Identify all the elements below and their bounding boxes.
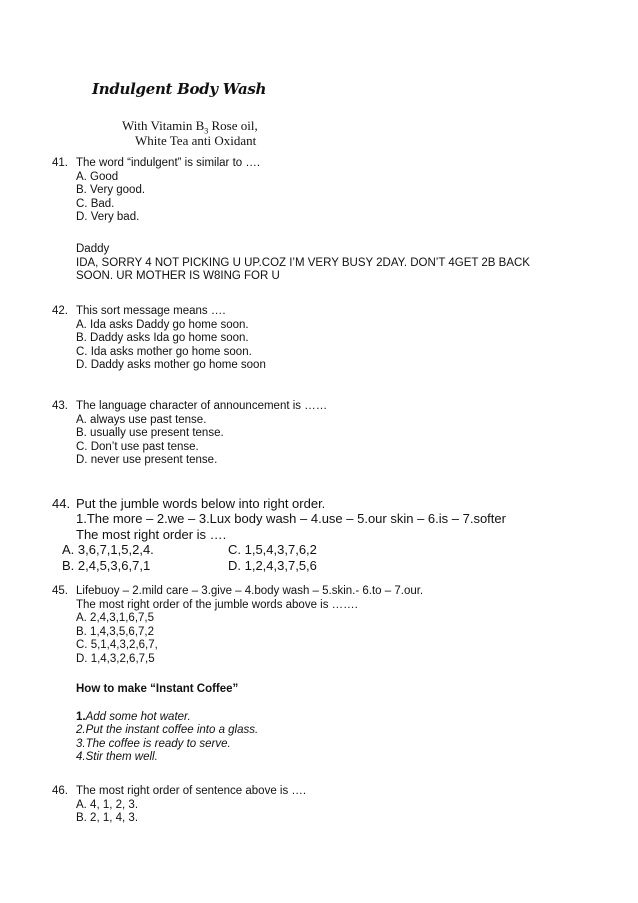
ingredients-vitamin: With Vitamin B xyxy=(122,118,205,133)
question-text: The word “indulgent” is similar to …. xyxy=(76,157,261,169)
option: D. 1,4,3,2,6,7,5 xyxy=(76,652,155,665)
step-number: 1. xyxy=(76,710,86,723)
option: B. 1,4,3,5,6,7,2 xyxy=(76,625,155,638)
option: B. 2,4,5,3,6,7,1 xyxy=(62,557,151,573)
option: A. always use past tense. xyxy=(76,413,207,426)
option: C. 1,5,4,3,7,6,2 xyxy=(228,542,317,558)
recipe-step-4: 4.Stir them well. xyxy=(76,751,158,764)
question-text: Put the jumble words below into right order. xyxy=(76,496,326,511)
option: D. never use present tense. xyxy=(76,454,218,467)
question-text: This sort message means …. xyxy=(76,305,226,317)
question-number: 45. xyxy=(52,585,68,597)
option: D. Very bad. xyxy=(76,211,140,224)
question-number: 41. xyxy=(52,157,68,169)
question-46 xyxy=(52,785,592,826)
sms-line-1: IDA, SORRY 4 NOT PICKING U UP.COZ I’M VERY BUSY 2DAY. DON’T 4GET 2B BACK xyxy=(76,256,530,269)
question-number: 44. xyxy=(52,496,71,511)
product-ingredients-line-2: White Tea anti Oxidant xyxy=(135,133,257,148)
sms-line-2: SOON. UR MOTHER IS W8ING FOR U xyxy=(76,270,280,283)
question-text: The most right order of sentence above is …. xyxy=(76,785,307,797)
question-41 xyxy=(52,157,592,225)
question-43 xyxy=(52,400,592,468)
recipe-block xyxy=(52,683,592,765)
recipe-step-1 xyxy=(52,711,592,725)
product-title: Indulgent Body Wash xyxy=(92,80,267,98)
recipe-title: How to make “Instant Coffee” xyxy=(76,683,239,695)
jumble-words: 1.The more – 2.we – 3.Lux body wash – 4.use – 5.our skin – 6.is – 7.softer xyxy=(76,511,506,527)
ingredients-rose-oil: Rose oil, xyxy=(208,118,258,133)
option: B. 2, 1, 4, 3. xyxy=(76,812,139,825)
question-text: Lifebuoy – 2.mild care – 3.give – 4.body wash – 5.skin.- 6.to – 7.our. xyxy=(76,585,424,597)
option: C. Bad. xyxy=(76,197,115,210)
sms-message xyxy=(52,243,592,284)
option: A. 3,6,7,1,5,2,4. xyxy=(62,542,154,558)
question-text: The language character of announcement is …… xyxy=(76,400,328,412)
option: A. Ida asks Daddy go home soon. xyxy=(76,318,249,331)
question-number: 43. xyxy=(52,400,68,412)
recipe-step-2: 2.Put the instant coffee into a glass. xyxy=(76,724,259,737)
option: C. Don’t use past tense. xyxy=(76,440,199,453)
ingredients-vitamin-sub: 3 xyxy=(204,126,209,136)
option: A. 2,4,3,1,6,7,5 xyxy=(76,612,155,625)
option: B. Daddy asks Ida go home soon. xyxy=(76,332,249,345)
option: A. Good xyxy=(76,170,119,183)
question-42 xyxy=(52,305,592,373)
option: D. 1,2,4,3,7,5,6 xyxy=(228,557,317,573)
step-text: Add some hot water. xyxy=(85,710,191,723)
question-44 xyxy=(52,496,592,573)
question-prompt: The most right order of the jumble words above is ……. xyxy=(76,598,358,611)
sms-sender: Daddy xyxy=(76,243,110,255)
option: C. 5,1,4,3,2,6,7, xyxy=(76,639,158,652)
recipe-step-3: 3.The coffee is ready to serve. xyxy=(76,737,231,750)
option: A. 4, 1, 2, 3. xyxy=(76,798,139,811)
option: B. usually use present tense. xyxy=(76,427,224,440)
options-row-1 xyxy=(52,542,592,557)
question-45 xyxy=(52,585,592,667)
question-prompt: The most right order is …. xyxy=(76,526,227,542)
question-number: 46. xyxy=(52,785,68,797)
question-number: 42. xyxy=(52,305,68,317)
option: D. Daddy asks mother go home soon xyxy=(76,359,266,372)
option: C. Ida asks mother go home soon. xyxy=(76,345,252,358)
option: B. Very good. xyxy=(76,184,146,197)
options-row-2 xyxy=(52,558,592,573)
